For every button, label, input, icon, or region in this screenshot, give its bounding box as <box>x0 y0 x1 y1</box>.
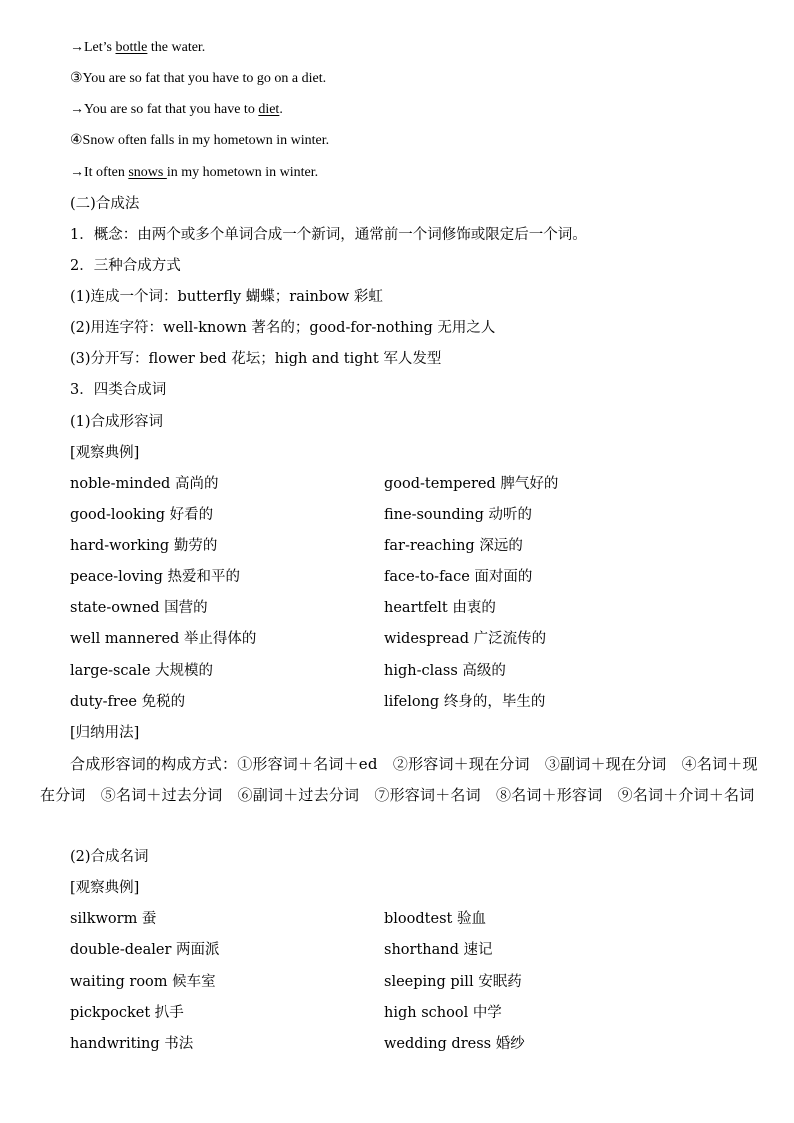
adj-example: heartfelt 由衷的 <box>384 600 496 616</box>
adj-example: duty-free 免税的 <box>70 694 186 710</box>
adj-example: peace-loving 热爱和平的 <box>70 569 241 585</box>
adj-example: state-owned 国营的 <box>70 600 208 616</box>
adj-row <box>70 474 559 494</box>
adj-row <box>70 536 523 556</box>
example-text: →Let’s <box>70 40 116 55</box>
example-line-1 <box>70 38 205 58</box>
example-text: →It often <box>70 165 129 180</box>
example-text: ④Snow often falls in my hometown in winter. <box>70 133 330 148</box>
noun-example: sleeping pill 安眠药 <box>384 974 522 990</box>
underlined-word: diet <box>258 102 280 117</box>
example-line-2 <box>70 69 326 89</box>
noun-row <box>70 972 522 992</box>
four-types-title: 3．四类合成词 <box>70 382 167 398</box>
noun-row <box>70 940 493 960</box>
noun-example: high school 中学 <box>384 1005 502 1021</box>
adj-example: large-scale 大规模的 <box>70 663 214 679</box>
noun-example: pickpocket 扒手 <box>70 1005 184 1021</box>
adj-row <box>70 598 496 618</box>
example-text: in my hometown in winter. <box>166 165 319 180</box>
section-title: (二)合成法 <box>70 196 140 212</box>
noun-example: shorthand 速记 <box>384 942 493 958</box>
adj-example: noble-minded 高尚的 <box>70 476 219 492</box>
underlined-word: snows <box>128 165 167 180</box>
noun-example: double-dealer 两面派 <box>70 942 220 958</box>
adj-summary-label: [归纳用法] <box>70 725 140 741</box>
example-text: ③You are so fat that you have to go on a diet. <box>70 71 327 86</box>
adj-row <box>70 567 533 587</box>
example-line-5 <box>70 163 318 183</box>
adj-example: far-reaching 深远的 <box>384 538 523 554</box>
adj-summary-paragraph: 合成形容词的构成方式：①形容词＋名词＋ed ②形容词＋现在分词 ③副词＋现在分词 ④名词＋现在分词 ⑤名词＋过去分词 ⑥副词＋过去分词 ⑦形容词＋名词 ⑧名词＋形容词 ⑨名词＋介词＋名词 <box>40 755 758 804</box>
adj-row <box>70 505 532 525</box>
method-item: (3)分开写：flower bed 花坛；high and tight 军人发型 <box>70 351 442 367</box>
adj-heading: (1)合成形容词 <box>70 414 164 430</box>
adj-example: good-tempered 脾气好的 <box>384 476 559 492</box>
adj-row <box>70 629 547 649</box>
noun-example: wedding dress 婚纱 <box>384 1036 525 1052</box>
underlined-word: bottle <box>115 40 148 55</box>
adj-example: hard-working 勤劳的 <box>70 538 218 554</box>
adj-row <box>70 692 546 712</box>
adj-example: high-class 高级的 <box>384 663 506 679</box>
noun-example: bloodtest 验血 <box>384 911 486 927</box>
adj-example: face-to-face 面对面的 <box>384 569 533 585</box>
example-text: . <box>279 102 283 117</box>
noun-heading: (2)合成名词 <box>70 849 149 865</box>
adj-example: good-looking 好看的 <box>70 507 214 523</box>
noun-observe-label: [观察典例] <box>70 880 140 896</box>
method-item: (2)用连字符：well-known 著名的；good-for-nothing 无用之人 <box>70 320 496 336</box>
adj-example: well mannered 举止得体的 <box>70 631 257 647</box>
method-item: (1)连成一个词：butterfly 蝴蝶；rainbow 彩虹 <box>70 289 383 305</box>
example-line-3 <box>70 100 283 120</box>
example-text: →You are so fat that you have to <box>70 102 259 117</box>
noun-example: handwriting 书法 <box>70 1036 194 1052</box>
noun-row <box>70 909 486 929</box>
adj-row <box>70 661 506 681</box>
noun-row <box>70 1003 502 1023</box>
concept-line: 1．概念：由两个或多个单词合成一个新词，通常前一个词修饰或限定后一个词。 <box>70 227 587 243</box>
methods-title: 2．三种合成方式 <box>70 258 181 274</box>
noun-example: waiting room 候车室 <box>70 974 216 990</box>
adj-observe-label: [观察典例] <box>70 445 140 461</box>
adj-example: lifelong 终身的，毕生的 <box>384 694 546 710</box>
adj-example: widespread 广泛流传的 <box>384 631 547 647</box>
example-text: the water. <box>147 40 206 55</box>
adj-example: fine-sounding 动听的 <box>384 507 532 523</box>
noun-example: silkworm 蚕 <box>70 911 157 927</box>
example-line-4 <box>70 131 329 151</box>
noun-row <box>70 1034 525 1054</box>
